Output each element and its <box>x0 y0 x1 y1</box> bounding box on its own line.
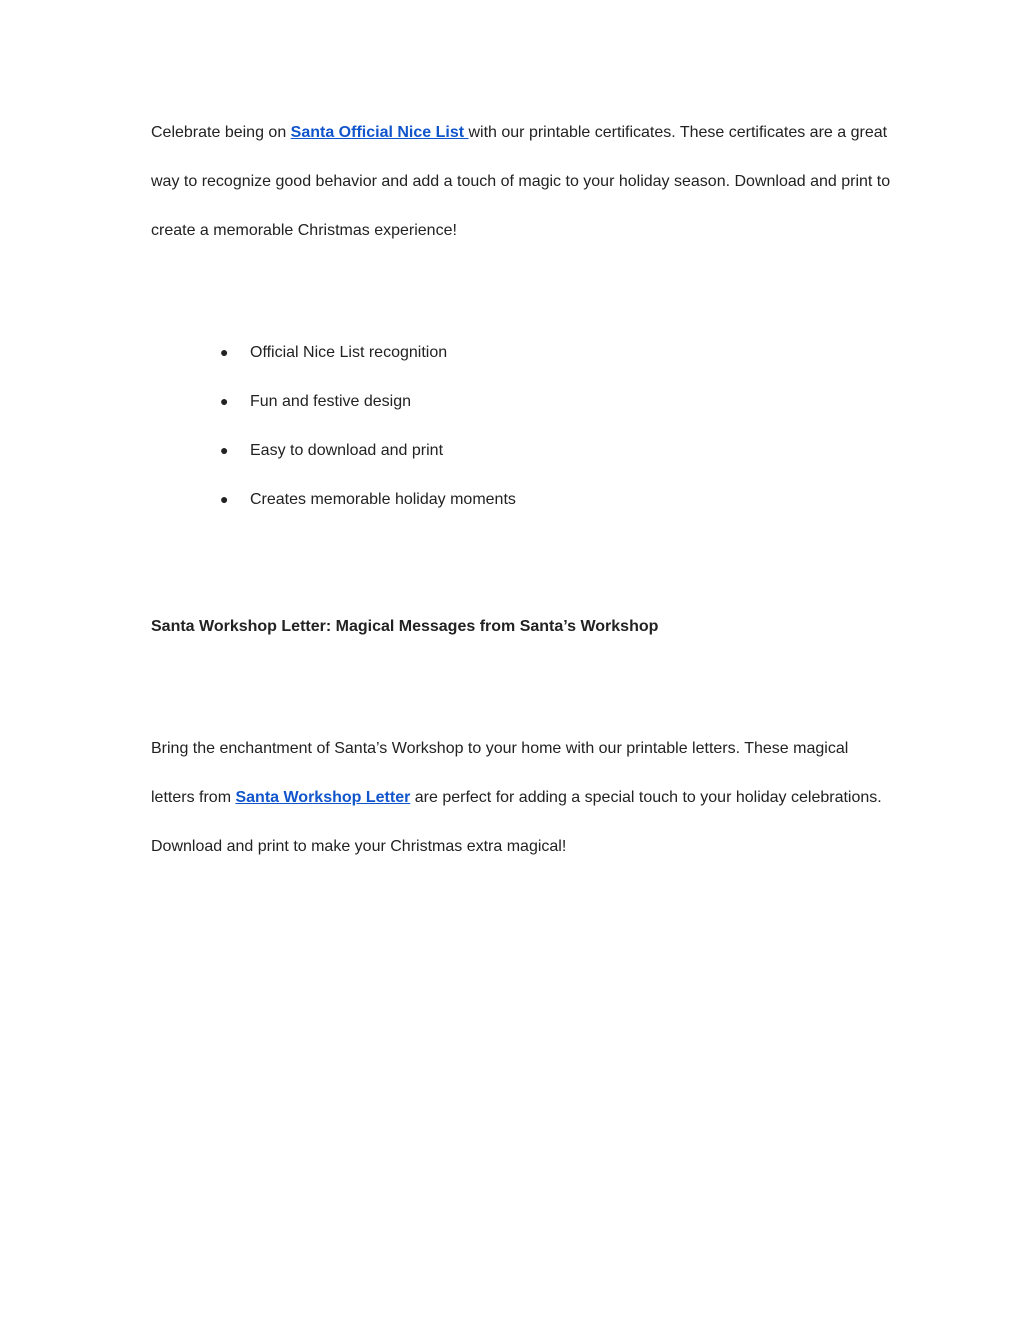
intro-text-end: with our printable certificates. These certificates are a great way to recognize good behavior and add a touch of magic to your holiday season. Download and print to create a memorable Christmas experience! <box>151 124 891 239</box>
list-item-text: Easy to download and print <box>250 442 444 459</box>
list-item-text: Creates memorable holiday moments <box>250 491 516 508</box>
bullet-icon: ● <box>220 491 229 507</box>
list-item-text: Fun and festive design <box>250 393 411 410</box>
intro-paragraph <box>151 108 891 255</box>
workshop-text-start: Bring the enchantment of Santa’s Workshop to your home with our printable letters. These magical letters from <box>151 740 849 806</box>
workshop-paragraph <box>151 724 891 871</box>
bullet-icon: ● <box>220 344 229 360</box>
santa-official-nice-list-link[interactable]: Santa Official Nice List <box>290 124 469 141</box>
workshop-text-end: are perfect for adding a special touch to your holiday celebrations. Download and print to make your Christmas extra magical! <box>151 789 882 855</box>
list-item-text: Official Nice List recognition <box>250 344 448 361</box>
santa-workshop-letter-link[interactable]: Santa Workshop Letter <box>235 789 411 806</box>
bullet-icon: ● <box>220 442 229 458</box>
intro-text-start: Celebrate being on <box>151 124 291 141</box>
bullet-icon: ● <box>220 393 229 409</box>
section-heading: Santa Workshop Letter: Magical Messages from Santa’s Workshop <box>151 618 659 635</box>
